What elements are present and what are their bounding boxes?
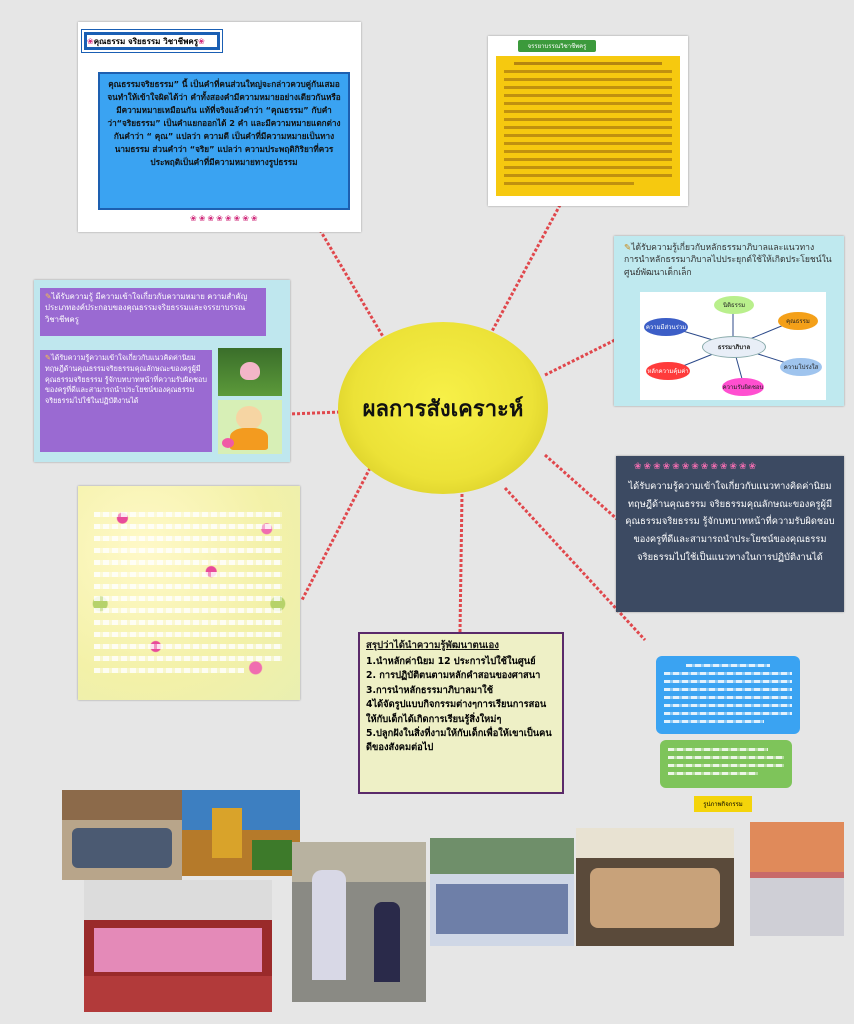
top-right-header-text: จรรยาบรรณวิชาชีพครู [527, 43, 587, 50]
blue-summary-box [656, 656, 800, 734]
photo-classroom-1 [62, 790, 182, 880]
summary-line-1: 1.นำหลักค่านิยม 12 ประการไปใช้ในศูนย์ [366, 656, 536, 667]
node-participation: ความมีส่วนร่วม [644, 318, 688, 336]
node-transparency: ความโปร่งใส [780, 358, 822, 376]
summary-line-3: 3.การนำหลักธรรมาภิบาลมาใช้ [366, 684, 494, 696]
photo-children-lunch [576, 828, 734, 946]
left-bottom-card [78, 486, 300, 700]
top-left-ornament: ❀❀❀❀❀❀❀❀ [190, 214, 260, 223]
monk-cartoon-image [218, 400, 282, 454]
node-responsibility: ความรับผิดชอบ [722, 378, 764, 396]
right-mid-body-text: ได้รับความรู้ความเข้าใจเกี่ยวกับแนวทางคิดค่านิยม ทฤษฎีด้านคุณธรรม จริยธรรมคุณลักษณะของครูผู้มีคุณธรรมจริยธรรม รู้จักบทบาทหน้าที่ความรับผิดชอบของครูที่ดีและสามารถนำประโยชน์ของคุณธรรม จริยธรรมไปใช้เป็นแนวทางในการปฏิบัติงานได้ [625, 481, 835, 563]
top-left-header-text: คุณธรรม จริยธรรม วิชาชีพครู [93, 36, 198, 46]
center-hub [338, 322, 548, 494]
summary-line-5: 5.ปลูกฝังในสิ่งที่งามให้กับเด็กเพื่อให้เขาเป็นคนดีของสังคมต่อไป [366, 728, 552, 754]
top-right-card [488, 36, 688, 206]
photo-group-children [84, 880, 272, 1012]
top-right-body [496, 56, 680, 196]
right-mid-card [616, 456, 844, 612]
right-mid-ornament: ❀❀❀❀❀❀❀❀❀❀❀❀❀ [634, 462, 759, 472]
top-left-card [78, 22, 361, 232]
summary-line-4: 4ได้จัดรูปแบบกิจกรรมต่างๆการเรียนการสอนให้กับเด็กได้เกิดการเรียนรู้สิ่งใหม่ๆ [366, 699, 547, 725]
activity-photos-label-text: รูปภาพกิจกรรม [703, 801, 743, 808]
right-top-card [614, 236, 844, 406]
green-summary-box [660, 740, 792, 788]
right-top-caption-text: ได้รับความรู้เกี่ยวกับหลักธรรมาภิบาลและแนวทางการนำหลักธรรมาภิบาลไปประยุกต์ใช้ให้เกิดประโยชน์ในศูนย์พัฒนาเด็กเล็ก [624, 243, 832, 278]
lotus-image [218, 348, 282, 396]
node-khunnatham: คุณธรรม [778, 312, 818, 330]
activity-photos-label [694, 796, 752, 812]
top-left-header: ❀ คุณธรรม จริยธรรม วิชาชีพครู ❀ [82, 30, 222, 52]
hub-title: ผลการสังเคราะห์ [362, 396, 524, 422]
photo-teacher-greeting [292, 842, 426, 1002]
right-top-caption [624, 242, 836, 279]
left-mid-item2-text: ได้รับความรู้ความเข้าใจเกี่ยวกับแนวคิดค่านิยม ทฤษฎีด้านคุณธรรมจริยธรรมคุณลักษณะของครูผู้มีคุณธรรมจริยธรรม รู้จักบทบาทหน้าที่ความรับผิดชอบของครูที่ดีและสามารถนำประโยชน์ของคุณธรรมจริยธรรมไปใช้ในปฏิบัติงานได้ [45, 353, 207, 406]
left-mid-card [34, 280, 290, 462]
left-mid-item1 [40, 288, 266, 336]
left-mid-item2 [40, 350, 212, 452]
summary-title: สรุปว่าได้นำความรู้พัฒนาตนเอง [366, 640, 499, 651]
pencil-icon: ✎ [624, 243, 632, 253]
photo-children-sitting [430, 838, 574, 946]
photo-playroom [750, 822, 844, 936]
pencil-icon: ✎ [45, 292, 52, 301]
governance-diagram [640, 292, 826, 400]
summary-box [358, 632, 564, 794]
node-nitidham: นิติธรรม [714, 296, 754, 314]
top-left-body [98, 72, 350, 210]
governance-center-node: ธรรมาภิบาล [702, 336, 766, 358]
top-left-body-text: คุณธรรมจริยธรรม” นี้ เป็นคำที่คนส่วนใหญ่จะกล่าวควบคู่กันเสมอ จนทำให้เข้าใจผิดได้ว่า คำทั้งสองคำมีความหมายอย่างเดียวกันหรือมีความหมายเหมือนกัน แท้ที่จริงแล้วคำว่า “คุณธรรม” กับคำว่า“จริยธรรม” เป็นคำแยกออกได้ 2 คำ และมีความหมายแตกต่างกันคำว่า “ คุณ” แปลว่า ความดี เป็นคำที่มีความหมายเป็นทางนามธรรม ส่วนคำว่า “จริย” แปลว่า ความประพฤติกิริยาที่ควรประพฤติเป็นคำที่มีความหมายทางรูปธรรม [107, 79, 341, 167]
top-right-header [518, 40, 596, 52]
left-mid-item1-text: ได้รับความรู้ มีความเข้าใจเกี่ยวกับความหมาย ความสำคัญประเภทองค์ประกอบของคุณธรรมจริยธรรมและจรรยาบรรณวิชาชีพครู [45, 292, 248, 324]
summary-line-2: 2. การปฏิบัติตนตามหลักคำสอนของศาสนา [366, 670, 541, 682]
photo-temple [182, 790, 300, 876]
node-value: หลักความคุ้มค่า [646, 362, 690, 380]
pencil-icon: ✎ [45, 353, 52, 362]
